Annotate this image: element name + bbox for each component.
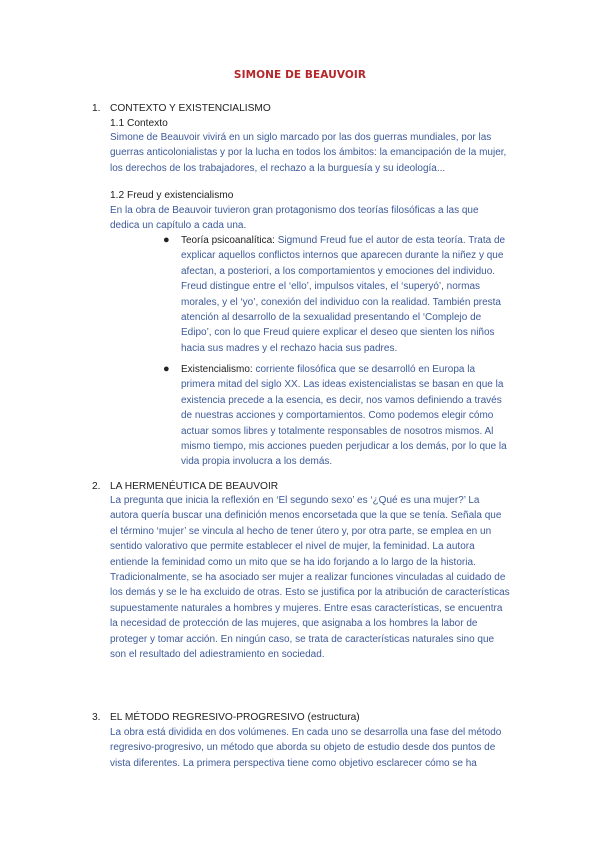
bullet-term: Existencialismo: bbox=[181, 364, 253, 375]
section-1-number: 1. bbox=[92, 103, 101, 114]
bullet-body: corriente filosófica que se desarrolló en Europa la primera mitad del siglo XX. Las ideas existencialistas se basan en que la existencia precede a la esencia, es decir, nos vamos definiendo a través de nuestras acciones y comportamientos. Como podemos elegir cómo actuar somos libres y totalmente responsables de nosotros mismos. Al mismo tiempo, mis acciones pueden perjudicar a los demás, por lo que la vida propia involucra a los demás. bbox=[181, 364, 507, 468]
section-3-number: 3. bbox=[92, 712, 101, 723]
document-title: SIMONE DE BEAUVOIR bbox=[233, 69, 367, 81]
bullet-item-psicoanalitica bbox=[181, 233, 511, 356]
bullet-item-existencialismo bbox=[181, 362, 511, 470]
section-2-text: La pregunta que inicia la reflexión en ‘El segundo sexo’ es ‘¿Qué es una mujer?’ La autora quería buscar una definición menos encorsetada que la que se tenía. Señala que el término ‘mujer’ se vincula al hecho de tener útero y, por otra parte, se emplea en un sentido valorativo que permite establecer el nivel de mujer, la feminidad. La autora entiende la feminidad como un mito que se ha ido forjando a lo largo de la historia. Tradicionalmente, se ha asociado ser mujer a realizar funciones vinculadas al cuidado de los demás y se le ha excluido de otras. Esto se justifica por la atribución de características supuestamente naturales a hombres y mujeres. Entre esas características, se encuentra la necesidad de protección de las mujeres, que asignaba a los hombres la labor de proteger y tomar acción. En ningún caso, se trata de características naturales sino que son el resultado del adiestramiento en sociedad. bbox=[110, 495, 510, 661]
section-2-number: 2. bbox=[92, 481, 101, 492]
bullet-term: Teoría psicoanalítica: bbox=[181, 235, 275, 246]
subsection-1-1-text: Simone de Beauvoir vivirá en un siglo marcado por las dos guerras mundiales, por las guerras anticolonialistas y por la lucha en todos los ámbitos: la emancipación de la mujer, los derechos de los trabajadores, el rechazo a la burguesía y su ideología... bbox=[110, 132, 507, 174]
subsection-1-2-label: 1.2 Freud y existencialismo bbox=[110, 190, 234, 201]
bullet-point-icon: ● bbox=[163, 363, 170, 375]
bullet-body: Sigmund Freud fue el autor de esta teoría. Trata de explicar aquellos conflictos internos que aparecen durante la niñez y que afectan, a posteriori, a los comportamientos y emociones del individuo. Freud distingue entre el ‘ello’, impulsos vitales, el ‘superyó’, normas morales, y el ‘yo’, conexión del individuo con la realidad. También presta atención al desarrollo de la sexualidad presentando el ‘Complejo de Edipo’, con lo que Freud quiere explicar el deseo que sienten los niños hacia sus madres y el rechazo hacia sus padres. bbox=[181, 235, 506, 354]
subsection-1-1-label: 1.1 Contexto bbox=[110, 118, 168, 129]
section-3-text: La obra está dividida en dos volúmenes. En cada uno se desarrolla una fase del método regresivo-progresivo, un método que aborda su objeto de estudio desde dos puntos de vista diferentes. La primera perspectiva tiene como objetivo esclarecer cómo se ha bbox=[110, 727, 502, 769]
section-2-heading: LA HERMENÉUTICA DE BEAUVOIR bbox=[110, 481, 279, 492]
section-3-heading: EL MÉTODO REGRESIVO-PROGRESIVO (estructura) bbox=[110, 712, 360, 723]
bullet-point-icon: ● bbox=[163, 234, 170, 246]
subsection-1-2-text: En la obra de Beauvoir tuvieron gran protagonismo dos teorías filosóficas a las que dedica un capítulo a cada una. bbox=[110, 205, 479, 232]
section-1-heading: CONTEXTO Y EXISTENCIALISMO bbox=[110, 103, 271, 114]
